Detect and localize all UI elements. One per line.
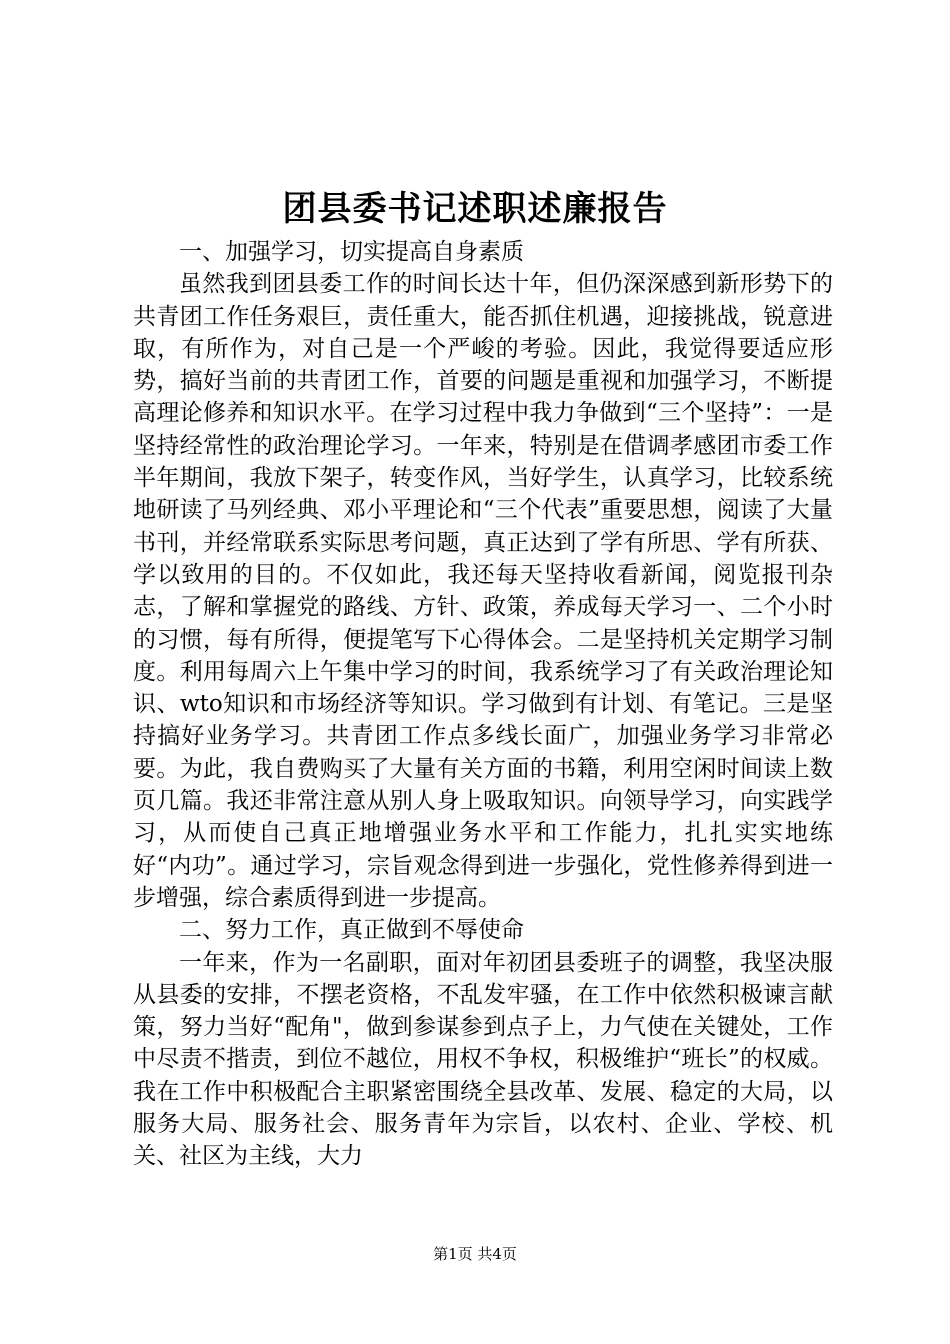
body-paragraph-2: 一年来，作为一名副职，面对年初团县委班子的调整，我坚决服从县委的安排，不摆老资格，不乱发牢骚，在工作中依然积极谏言献策，努力当好“配角"，做到参谋参到点子上，力气使在关键处，工作中尽责不揩责，到位不越位，用权不争权，积极维护“班长”的权威。我在工作中积极配合主职紧密围绕全县改革、发展、稳定的大局，以服务大局、服务社会、服务青年为宗旨，以农村、企业、学校、机关、社区为主线，大力 [133, 949, 833, 1170]
body-paragraph-1: 虽然我到团县委工作的时间长达十年，但仍深深感到新形势下的共青团工作任务艰巨，责任重大，能否抓住机遇，迎接挑战，锐意进取，有所作为，对自己是一个严峻的考验。因此，我觉得要适应形势，搞好当前的共青团工作，首要的问题是重视和加强学习，不断提高理论修养和知识水平。在学习过程中我力争做到“三个坚持”：一是坚持经常性的政治理论学习。一年来，特别是在借调孝感团市委工作半年期间，我放下架子，转变作风，当好学生，认真学习，比较系统地研读了马列经典、邓小平理论和“三个代表”重要思想，阅读了大量书刊，并经常联系实际思考问题，真正达到了学有所思、学有所获、学以致用的目的。不仅如此，我还每天坚持收看新闻，阅览报刊杂志，了解和掌握党的路线、方针、政策，养成每天学习一、二个小时的习惯，每有所得，便提笔写下心得体会。二是坚持机关定期学习制度。利用每周六上午集中学习的时间，我系统学习了有关政治理论知识、wto知识和市场经济等知识。学习做到有计划、有笔记。三是坚持搞好业务学习。共青团工作点多线长面广，加强业务学习非常必要。为此，我自费购买了大量有关方面的书籍，利用空闲时间读上数页几篇。我还非常注意从别人身上吸取知识。向领导学习，向实践学习，从而使自己真正地增强业务水平和工作能力，扎扎实实地练好“内功”。通过学习，宗旨观念得到进一步强化，党性修养得到进一步增强，综合素质得到进一步提高。 [133, 271, 833, 911]
document-title: 团县委书记述职述廉报告 [282, 189, 668, 229]
section-heading-2: 二、努力工作，真正做到不辱使命 [179, 917, 524, 944]
document-body [133, 236, 833, 1173]
section-heading-1: 一、加强学习，切实提高自身素质 [179, 239, 524, 265]
page-number-footer: 第1页 共4页 [433, 1245, 517, 1263]
